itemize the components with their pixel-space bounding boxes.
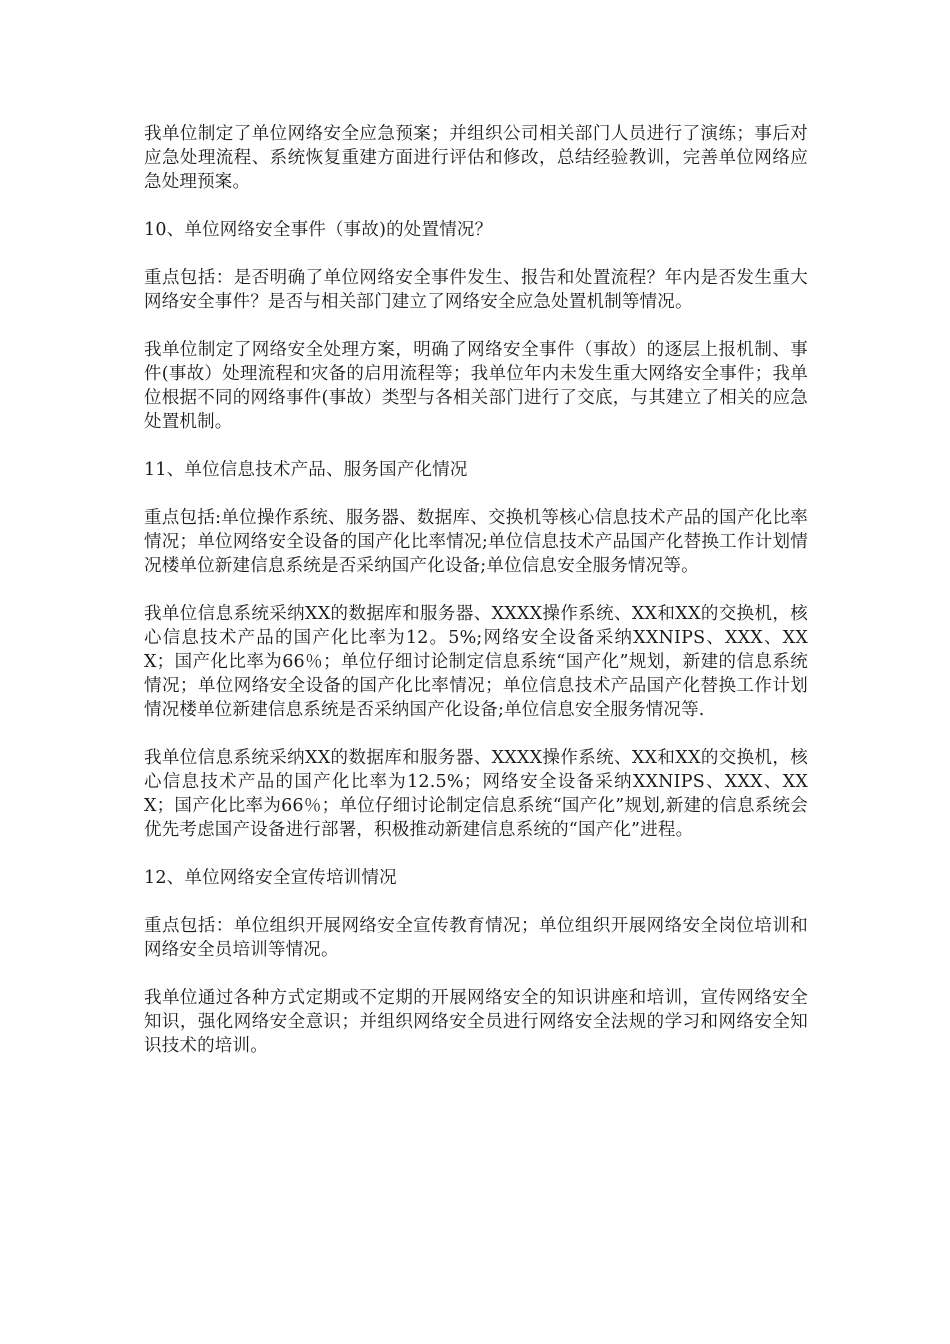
heading-item-11: 11、单位信息技术产品、服务国产化情况 xyxy=(144,460,468,480)
paragraph-item-12-answer: 我单位通过各种方式定期或不定期的开展网络安全的知识讲座和培训，宣传网络安全知识，强化网络安全意识；并组织网络安全员进行网络安全法规的学习和网络安全知识技术的培训。 xyxy=(144,988,808,1056)
paragraph-item-11-answer-1: 我单位信息系统采纳XX的数据库和服务器、XXXX操作系统、XX和XX的交换机，核心信息技术产品的国产化比率为12。5%;网络安全设备采纳XXNIPS、XXX、XXX；国产化比率为66％；单位仔细讨论制定信息系统“国产化”规划，新建的信息系统情况；单位网络安全设备的国产化比率情况；单位信息技术产品国产化替换工作计划情况楼单位新建信息系统是否采纳国产化设备;单位信息安全服务情况等. xyxy=(144,604,808,720)
paragraph-emergency-plan: 我单位制定了单位网络安全应急预案；并组织公司相关部门人员进行了演练；事后对应急处理流程、系统恢复重建方面进行评估和修改，总结经验教训，完善单位网络应急处理预案。 xyxy=(144,124,808,192)
paragraph-item-12-focus: 重点包括：单位组织开展网络安全宣传教育情况；单位组织开展网络安全岗位培训和网络安全员培训等情况。 xyxy=(144,916,808,960)
heading-item-10: 10、单位网络安全事件（事故)的处置情况？ xyxy=(144,220,493,240)
heading-item-12: 12、单位网络安全宣传培训情况 xyxy=(144,868,397,888)
paragraph-item-11-answer-2: 我单位信息系统采纳XX的数据库和服务器、XXXX操作系统、XX和XX的交换机，核心信息技术产品的国产化比率为12.5%；网络安全设备采纳XXNIPS、XXX、XXX；国产化比率为66％；单位仔细讨论制定信息系统“国产化”规划,新建的信息系统会优先考虑国产设备进行部署，积极推动新建信息系统的“国产化”进程。 xyxy=(144,748,808,840)
paragraph-item-10-focus: 重点包括：是否明确了单位网络安全事件发生、报告和处置流程？年内是否发生重大网络安全事件？是否与相关部门建立了网络安全应急处置机制等情况。 xyxy=(144,268,808,312)
document-body xyxy=(144,122,808,1082)
paragraph-item-10-answer: 我单位制定了网络安全处理方案，明确了网络安全事件（事故）的逐层上报机制、事件(事故）处理流程和灾备的启用流程等；我单位年内未发生重大网络安全事件；我单位根据不同的网络事件(事故）类型与各相关部门进行了交底，与其建立了相关的应急处置机制。 xyxy=(144,340,808,432)
paragraph-item-11-focus: 重点包括:单位操作系统、服务器、数据库、交换机等核心信息技术产品的国产化比率情况；单位网络安全设备的国产化比率情况;单位信息技术产品国产化替换工作计划情况楼单位新建信息系统是否采纳国产化设备;单位信息安全服务情况等。 xyxy=(144,508,808,576)
